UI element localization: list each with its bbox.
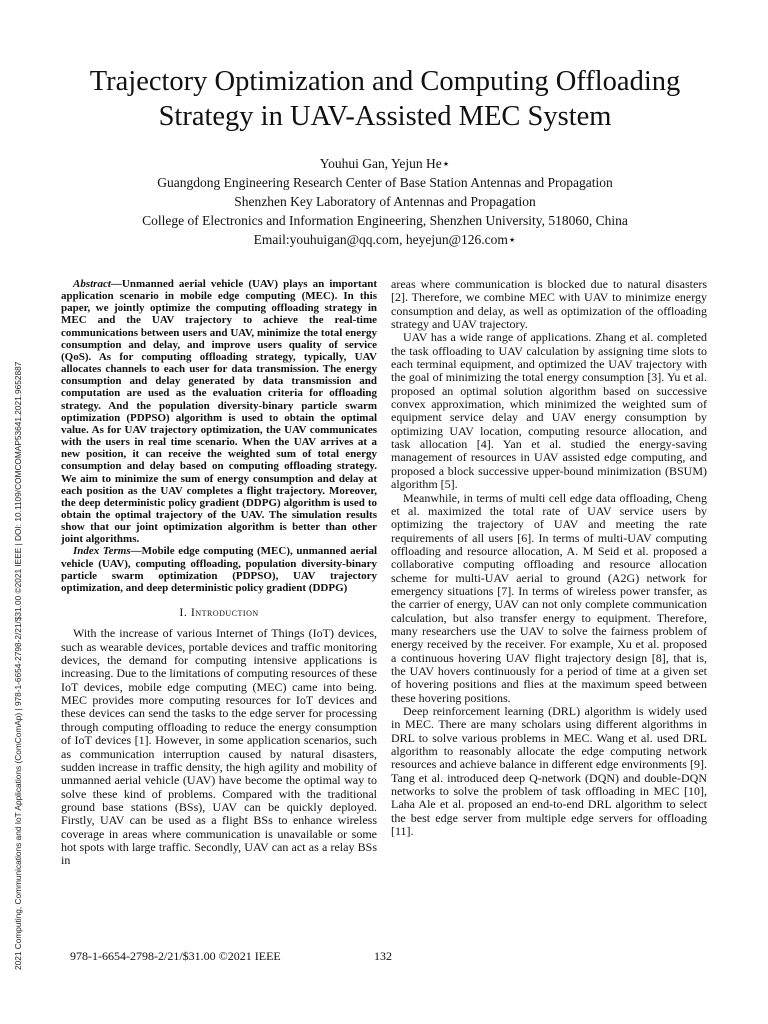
paper-title-line-1: Trajectory Optimization and Computing Offloading <box>89 66 681 97</box>
section-heading-introduction <box>61 606 377 619</box>
index-terms <box>61 545 377 594</box>
index-terms-text: —Mobile edge computing (MEC), unmanned aerial vehicle (UAV), computing offloading, population diversity-binary particle swarm optimization (PDPSO), UAV trajectory optimization, and deep deterministic policy gradient (DDPG) <box>61 545 377 594</box>
author-names: Youhui Gan, Yejun He⋆ <box>319 156 451 171</box>
paper-title <box>40 64 730 134</box>
author-email: Email:youhuigan@qq.com, heyejun@126.com⋆ <box>253 232 517 247</box>
doi-sidebar <box>6 0 23 1024</box>
abstract <box>61 278 377 594</box>
intro-paragraph-3: Meanwhile, in terms of multi cell edge data offloading, Cheng et al. maximized the total rate of UAV service users by optimizing the trajectory of UAV and meeting the rate requirements of all users [6]. In terms of multi-UAV computing offloading and resource allocation, A. M Seid et al. proposed a collaborative computing offloading and resource allocation scheme for multi-UAV aerial to ground (A2G) network for emergency situations [7]. In terms of wireless power transfer, as the carrier of energy, UAV can not only complete communication calculation, but also transfer energy to equipment. Therefore, many researchers use the UAV to solve the fairness problem of energy received by the receiver. For example, Xu et al. proposed a continuous hovering UAV flight trajectory design [8], that is, the UAV hovers continuously for a period of time at a given set of hovering positions and flies at the maximum speed between these hovering positions. <box>391 490 707 705</box>
abstract-paragraph <box>61 278 377 545</box>
footer-copyright: 978-1-6654-2798-2/21/$31.00 ©2021 IEEE <box>70 949 281 963</box>
abstract-label: Abstract <box>73 278 111 290</box>
affiliation-2: Shenzhen Key Laboratory of Antennas and Propagation <box>234 194 536 209</box>
paper-title-line-2: Strategy in UAV-Assisted MEC System <box>158 101 612 132</box>
index-terms-label: Index Terms <box>73 545 131 558</box>
intro-paragraph-continued: areas where communication is blocked due to natural disasters [2]. Therefore, we combine MEC with UAV to minimize energy consumption and delay, as well as optimization of the offloading strategy and UAV trajectory. <box>391 277 707 332</box>
abstract-text: —Unmanned aerial vehicle (UAV) plays an important application scenario in mobile edge computing (MEC). In this paper, we jointly optimize the computing offloading strategy in MEC and the UAV trajectory to achieve the real-time communications between users and UAV, minimize the total energy consumption and delay, and improve users quality of service (QoS). As for computing offloading strategy, typically, UAV allocates channels to each user for data transmission. The energy consumption and delay generated by data transmission and computation are used as the evaluation criteria for offloading strategy. And the population diversity-binary particle swarm optimization (PDPSO) algorithm is used to obtain the optimal value. As for UAV trajectory optimization, the UAV communicates with the users in real time scenario. When the UAV arrives at a new position, it can receive the weighted sum of total energy consumption and delay based on computing offloading strategy. We aim to minimize the sum of energy consumption and delay at each position as the UAV completes a flight trajectory. Moreover, the deep deterministic policy gradient (DDPG) algorithm is used to obtain the optimal trajectory of the UAV. The simulation results show that our joint optimization algorithm is better than other joint algorithms. <box>61 278 377 546</box>
doi-sidebar-text: 2021 Computing, Communications and IoT Applications (ComComAp) | 978-1-6654-2798-2/21/$31.00 ©2021 IEEE | DOI: 10.1109/COMCOMAP53641.2021.9652887 <box>13 361 23 970</box>
author-block <box>40 154 730 249</box>
section-number: I. <box>179 605 188 620</box>
right-column <box>391 278 707 838</box>
affiliation-3: College of Electronics and Information Engineering, Shenzhen University, 518060, China <box>142 213 628 228</box>
page-number: 132 <box>374 949 392 963</box>
intro-paragraph-1: With the increase of various Internet of Things (IoT) devices, such as wearable devices, portable devices and traffic monitoring devices, the demand for computing intensive applications is increasing. Due to the limitations of computing resources of these IoT devices, mobile edge computing (MEC) came into being. MEC provides more computing resources for IoT devices and these devices can send the tasks to the edge server for processing through computing offloading to reduce the energy consumption of IoT devices [1]. However, in some application scenarios, such as communication interruption caused by natural disasters, sudden increase in traffic density, the high agility and mobility of unmanned aerial vehicle (UAV) have become the optimal way to solve these kind of problems. Compared with the traditional ground base stations (BSs), UAV can be quickly deployed. Firstly, UAV can be used as a flight BSs to enhance wireless coverage in areas where communication is unavailable or some hot spots with large traffic. Secondly, UAV can act as a relay BSs in <box>61 626 377 868</box>
affiliation-1: Guangdong Engineering Research Center of Base Station Antennas and Propagation <box>157 175 613 190</box>
intro-paragraph-2: UAV has a wide range of applications. Zhang et al. completed the task offloading to UAV calculation by assigning time slots to each terminal equipment, and optimized the UAV trajectory with the goal of minimizing the total energy consumption [3]. Yu et al. proposed an optimal solution algorithm based on successive convex approximation, which minimized the weighted sum of equipment service delay and UAV energy consumption by optimizing UAV location, computing resource allocation, and task allocation [4]. Yan et al. studied the energy-saving management of resources in UAV assisted edge computing, and proposed a block successive upper-bound minimization (BSUM) algorithm [5]. <box>391 330 707 492</box>
left-column <box>61 278 377 868</box>
section-title: Introduction <box>190 605 259 620</box>
intro-paragraph-4: Deep reinforcement learning (DRL) algorithm is widely used in MEC. There are many scholars using different algorithms in DRL to solve various problems in MEC. Wang et al. used DRL algorithm to reasonably allocate the edge computing network resources and achieve balance in different edge environments [9]. Tang et al. introduced deep Q-network (DQN) and double-DQN networks to solve the problem of task offloading in MEC [10], Laha Ale et al. proposed an end-to-end DRL algorithm to select the best edge server from multiple edge servers for offloading [11]. <box>391 704 707 839</box>
